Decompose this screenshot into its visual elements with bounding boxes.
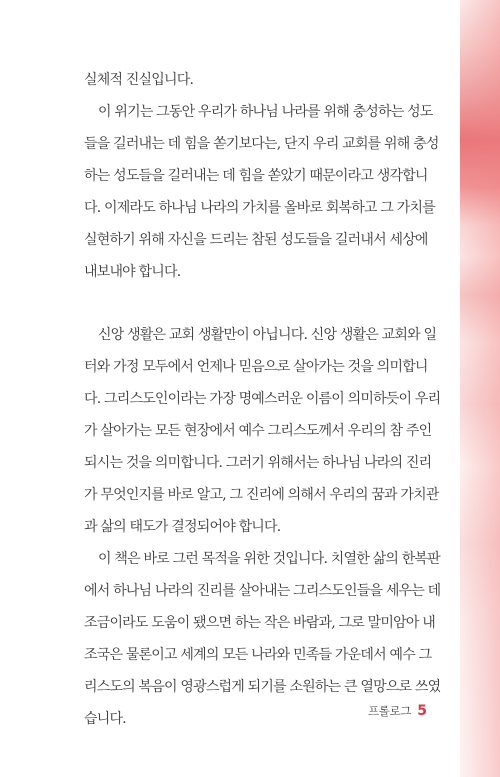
paragraph-line: 하는 성도들을 길러내는 데 힘을 쏟았기 때문이라고 생각합니 — [84, 168, 428, 184]
paragraph-line: 되시는 것을 의미합니다. 그러기 위해서는 하나님 나라의 진리 — [84, 455, 432, 471]
paragraph-line: 조국은 물론이고 세계의 모든 나라와 민족들 가운데서 예수 그 — [84, 647, 432, 663]
paragraph-line: 다. 이제라도 하나님 나라의 가치를 올바로 회복하고 그 가치를 — [84, 200, 435, 216]
paragraph-line: 신앙 생활은 교회 생활만이 아닙니다. 신앙 생활은 교회와 일 — [98, 327, 437, 343]
paragraph-line: 다. 그리스도인이라는 가장 명예스러운 이름이 의미하듯이 우리 — [84, 391, 441, 407]
page-number: 5 — [417, 703, 427, 719]
decorative-watercolor-band — [460, 0, 500, 777]
paragraph-line: 에서 하나님 나라의 진리를 살아내는 그리스도인들을 세우는 데 — [84, 583, 441, 599]
paragraph-line: 가 무엇인지를 바로 알고, 그 진리에 의해서 우리의 꿈과 가치관 — [84, 487, 439, 503]
paragraph-line: 내보내야 합니다. — [84, 264, 181, 280]
section-label: 프롤로그 — [368, 704, 412, 718]
paragraph-gap — [84, 288, 430, 319]
body-text — [84, 64, 441, 735]
paragraph-line: 과 삶의 태도가 결정되어야 합니다. — [84, 519, 281, 535]
paragraph-line: 습니다. — [84, 711, 126, 727]
paragraph-line: 실체적 진실입니다. — [84, 72, 194, 88]
paragraph-line: 터와 가정 모두에서 언제나 믿음으로 살아가는 것을 의미합니 — [84, 359, 428, 375]
paragraph-line: 들을 길러내는 데 힘을 쏟기보다는, 단지 우리 교회를 위해 충성 — [84, 136, 439, 152]
page-footer — [368, 698, 427, 722]
paragraph-line: 가 살아가는 모든 현장에서 예수 그리스도께서 우리의 참 주인 — [84, 423, 432, 439]
paragraph-line: 이 책은 바로 그런 목적을 위한 것입니다. 치열한 삶의 한복판 — [98, 551, 440, 567]
paragraph-line: 조금이라도 도움이 됐으면 하는 작은 바람과, 그로 말미암아 내 — [84, 615, 435, 631]
paragraph-line: 실현하기 위해 자신을 드리는 참된 성도들을 길러내서 세상에 — [84, 232, 428, 248]
paragraph-line: 리스도의 복음이 영광스럽게 되기를 소원하는 큰 열망으로 쓰였 — [84, 679, 441, 695]
paragraph-line: 이 위기는 그동안 우리가 하나님 나라를 위해 충성하는 성도 — [98, 104, 433, 120]
